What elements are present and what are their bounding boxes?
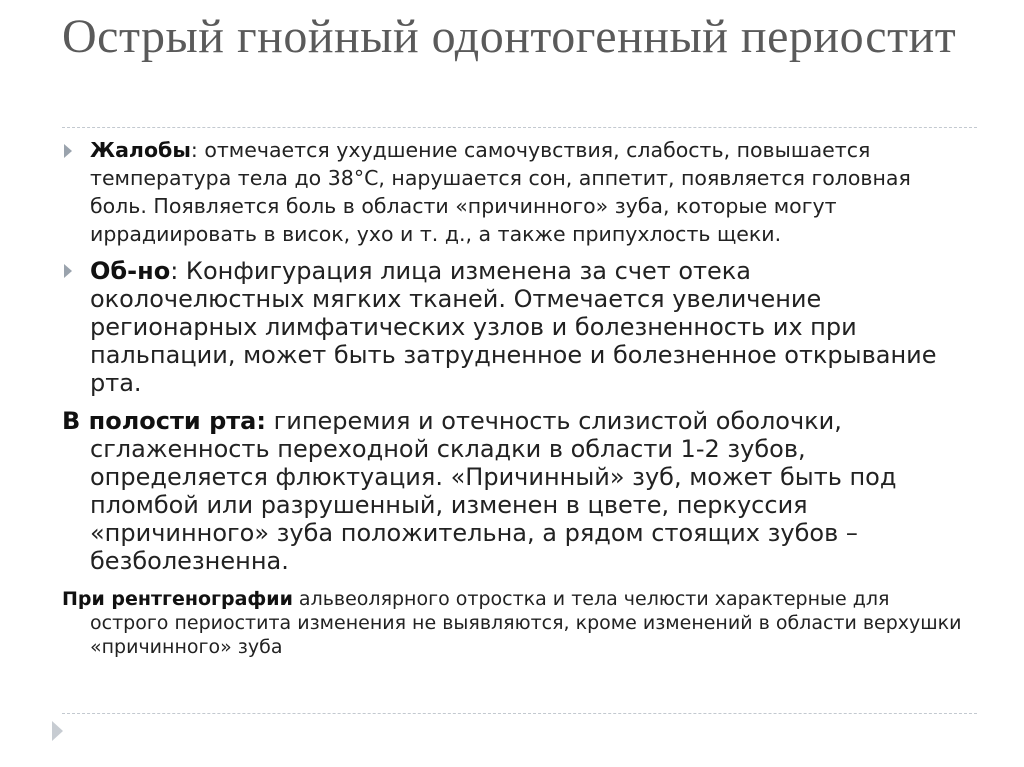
examination-label: Об-но: [90, 257, 171, 285]
footer-arrow-icon: [52, 721, 63, 741]
bullet-arrow-icon: [64, 144, 72, 158]
slide-title: Острый гнойный одонтогенный периостит: [62, 10, 957, 63]
footer-divider: [62, 713, 977, 714]
bullet-arrow-icon: [64, 264, 72, 278]
complaints-text: : отмечается ухудшение самочувствия, слабость, повышается температура тела до 38°С, нарушается сон, аппетит, появляется головная боль. Появляется боль в области «причинного» зуба, которые могут иррадиировать в висок, ухо и т. д., а также припухлость щеки.: [90, 138, 911, 246]
oral-cavity-paragraph: [62, 407, 967, 575]
complaints-label: Жалобы: [90, 138, 191, 162]
xray-text: альвеолярного отростка и тела челюсти характерные для острого периостита изменения не выявляются, кроме изменений в области верхушки «причинного» зуба: [90, 588, 962, 658]
oral-cavity-text: гиперемия и отечность слизистой оболочки, сглаженность переходной складки в области 1-2 зубов, определяется флюктуация. «Причинный» зуб, может быть под пломбой или разрушенный, изменен в цвете, перкуссия «причинного» зуба положительна, а рядом стоящих зубов – безболезненна.: [90, 407, 897, 575]
xray-paragraph: [62, 587, 967, 659]
slide-content: [62, 136, 967, 659]
xray-label: При рентгенографии: [62, 588, 293, 610]
oral-cavity-label: В полости рта:: [62, 407, 266, 435]
examination-paragraph: [62, 257, 967, 397]
complaints-paragraph: [62, 136, 967, 248]
title-divider: [62, 127, 977, 128]
examination-text: : Конфигурация лица изменена за счет отека околочелюстных мягких тканей. Отмечается увеличение регионарных лимфатических узлов и болезненность их при пальпации, может быть затрудненное и болезненное открывание рта.: [90, 257, 937, 397]
